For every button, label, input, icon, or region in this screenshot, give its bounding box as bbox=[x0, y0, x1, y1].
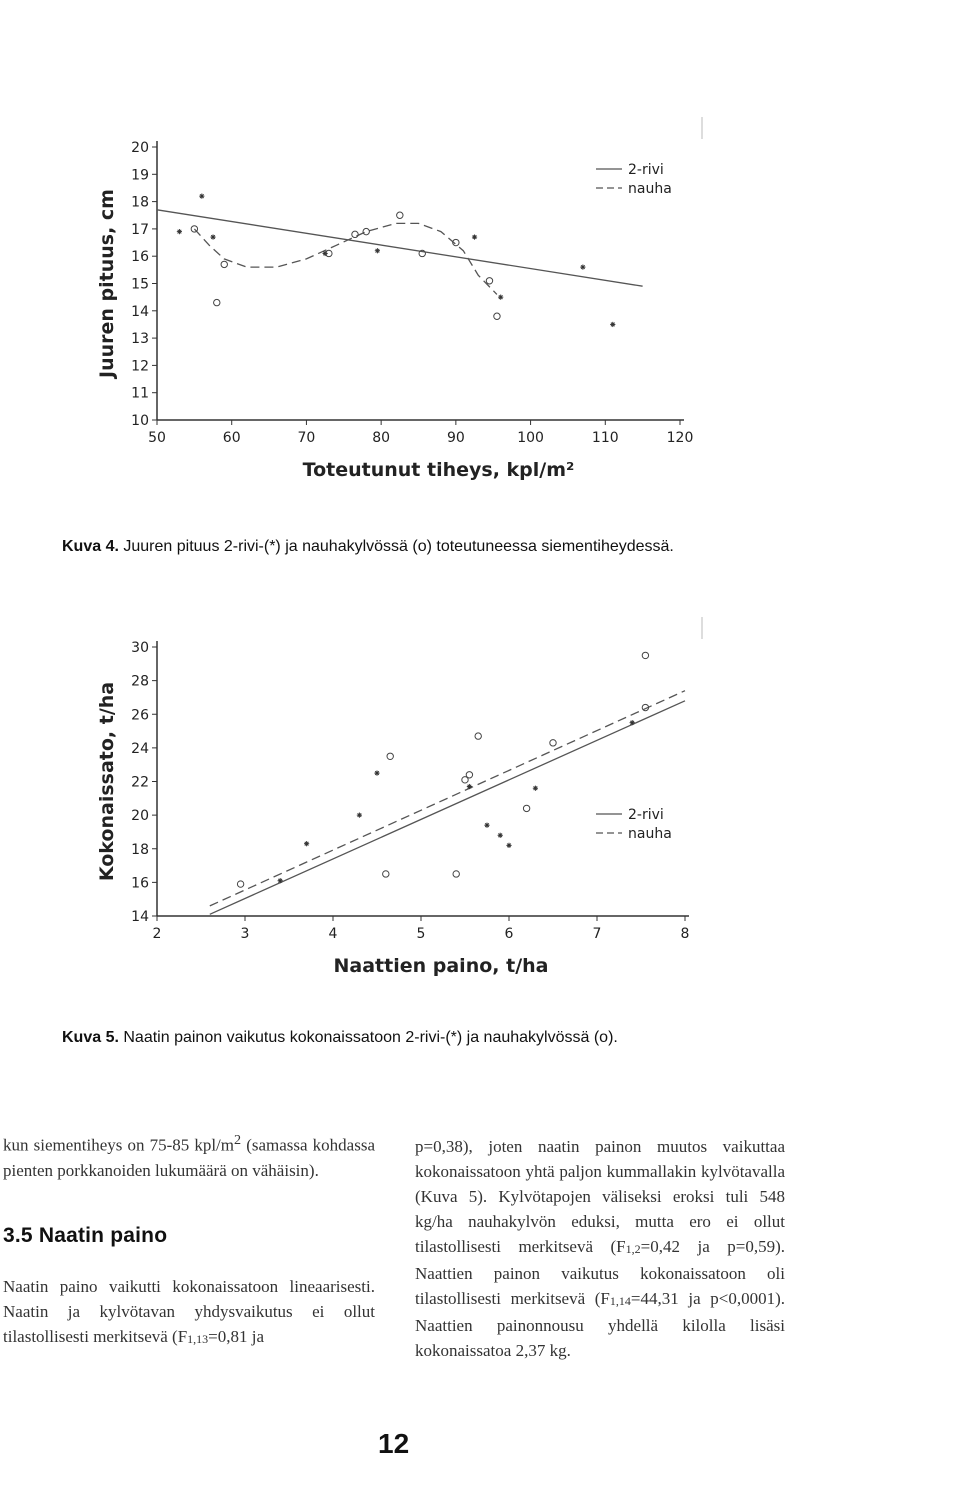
y-tick-label: 22 bbox=[131, 774, 149, 791]
x-tick-label: 2 bbox=[152, 926, 162, 942]
data-point-2-rivi bbox=[467, 784, 472, 789]
figure-4-caption-text: Juuren pituus 2-rivi-(*) ja nauhakylvössä (o) toteutuneessa siementiheydessä. bbox=[123, 538, 674, 555]
chart-legend bbox=[596, 162, 672, 197]
text-column-left bbox=[3, 1128, 375, 1351]
y-tick-label: 15 bbox=[131, 276, 149, 293]
text-span: Naatin paino vaikutti kokonaissatoon lineaarisesti. Naatin ja kylvötavan yhdysvaikutus ei ollut tilastollisesti merkitsevä (F bbox=[3, 1276, 375, 1346]
text-column-right bbox=[415, 1134, 785, 1363]
text-span: kun siementiheys on 75-85 kpl/m bbox=[3, 1135, 235, 1155]
y-tick-label: 20 bbox=[131, 808, 149, 825]
y-tick-label: 19 bbox=[131, 167, 149, 184]
data-point-2-rivi bbox=[278, 878, 283, 883]
y-tick-label: 10 bbox=[131, 413, 149, 429]
x-tick-label: 60 bbox=[222, 430, 241, 446]
paragraph-top-weight bbox=[3, 1274, 375, 1351]
y-tick-label: 28 bbox=[131, 673, 149, 690]
data-point-nauha bbox=[363, 228, 369, 234]
data-point-nauha bbox=[191, 226, 197, 232]
text-span: =44,31 ja p<0,0001). Naattien painonnousu yhdellä kilolla lisäsi kokonaissatoa 2,37 kg. bbox=[415, 1289, 785, 1360]
y-tick-label: 16 bbox=[131, 875, 149, 892]
x-tick-label: 70 bbox=[297, 430, 316, 446]
data-point-2-rivi bbox=[498, 295, 503, 300]
legend-label-nauha: nauha bbox=[628, 181, 672, 197]
data-point-2-rivi bbox=[506, 843, 511, 848]
paragraph-density bbox=[3, 1128, 375, 1183]
section-heading: 3.5 Naatin paino bbox=[3, 1223, 168, 1247]
y-axis-label: Juuren pituus, cm bbox=[96, 189, 118, 378]
y-axis-label: Kokonaissato, t/ha bbox=[96, 681, 118, 882]
superscript: 2 bbox=[234, 1132, 242, 1148]
text-span: p=0,38), joten naatin painon muutos vaikuttaa kokonaissatoon yhtä paljon kummallakin kylvötavalla (Kuva 5). Kylvötapojen väliseksi eroksi tuli 548 kg/ha nauhakylvön eduksi, mutta ero ei ollut tilastollisesti merkitsevä (F bbox=[415, 1137, 785, 1256]
page-number: 12 bbox=[378, 1428, 410, 1459]
x-tick-label: 5 bbox=[416, 926, 426, 942]
y-tick-label: 14 bbox=[131, 303, 149, 320]
x-tick-label: 100 bbox=[517, 430, 544, 446]
y-tick-label: 14 bbox=[131, 909, 149, 925]
subscript: 1,13 bbox=[187, 1331, 209, 1346]
chart-root-length-vs-density bbox=[0, 0, 960, 520]
y-tick-label: 18 bbox=[131, 194, 149, 211]
data-point-2-rivi bbox=[580, 265, 585, 270]
text-span: =0,42 ja p=0,59). Naattien painon vaikutus kokonaissatoon oli tilastollisesti merkitsevä (F bbox=[415, 1237, 785, 1308]
data-point-2-rivi bbox=[357, 813, 362, 818]
y-tick-label: 20 bbox=[131, 140, 149, 156]
data-point-nauha bbox=[352, 231, 358, 237]
chart-legend bbox=[596, 807, 672, 842]
legend-label-nauha: nauha bbox=[628, 826, 672, 842]
data-point-nauha bbox=[642, 652, 648, 658]
data-point-nauha bbox=[387, 753, 393, 759]
data-point-2-rivi bbox=[630, 720, 635, 725]
data-point-nauha bbox=[486, 278, 492, 284]
x-tick-label: 7 bbox=[592, 926, 602, 942]
y-tick-label: 24 bbox=[131, 740, 149, 757]
subscript: 1,2 bbox=[625, 1242, 641, 1256]
data-point-2-rivi bbox=[199, 194, 204, 199]
y-tick-label: 26 bbox=[131, 707, 149, 724]
data-point-nauha bbox=[221, 261, 227, 267]
data-point-nauha bbox=[475, 733, 481, 739]
figure-4-caption-label: Kuva 4. bbox=[62, 538, 119, 555]
y-tick-label: 30 bbox=[131, 640, 149, 656]
subscript: 1,14 bbox=[609, 1294, 631, 1308]
data-point-2-rivi bbox=[484, 823, 489, 828]
y-tick-label: 18 bbox=[131, 841, 149, 858]
x-tick-label: 90 bbox=[446, 430, 465, 446]
data-point-nauha bbox=[237, 881, 243, 887]
y-tick-label: 17 bbox=[131, 221, 149, 238]
figure-4-caption bbox=[62, 538, 674, 556]
data-point-nauha bbox=[214, 299, 220, 305]
data-point-2-rivi bbox=[177, 229, 182, 234]
y-tick-label: 12 bbox=[131, 358, 149, 375]
x-tick-label: 110 bbox=[591, 430, 619, 446]
text-span: =0,81 ja bbox=[208, 1326, 265, 1346]
legend-label-2-rivi: 2-rivi bbox=[628, 162, 664, 178]
data-point-nauha bbox=[494, 313, 500, 319]
x-tick-label: 80 bbox=[372, 430, 391, 446]
data-point-nauha bbox=[466, 772, 472, 778]
figure-5-caption-label: Kuva 5. bbox=[62, 1029, 119, 1046]
data-point-nauha bbox=[397, 212, 403, 218]
x-tick-label: 3 bbox=[240, 926, 250, 942]
x-axis-label: Naattien paino, t/ha bbox=[333, 955, 549, 977]
data-point-2-rivi bbox=[374, 770, 379, 775]
data-point-nauha bbox=[550, 740, 556, 746]
data-point-2-rivi bbox=[323, 251, 328, 256]
x-tick-label: 8 bbox=[680, 926, 690, 942]
data-point-nauha bbox=[523, 805, 529, 811]
data-point-2-rivi bbox=[610, 322, 615, 327]
figure-5-caption-text: Naatin painon vaikutus kokonaissatoon 2-rivi-(*) ja nauhakylvössä (o). bbox=[123, 1029, 618, 1046]
series-nauha-fit-line bbox=[194, 223, 497, 294]
series-nauha-fit-line bbox=[210, 691, 685, 906]
y-tick-label: 11 bbox=[131, 385, 149, 402]
y-tick-label: 16 bbox=[131, 249, 149, 266]
y-tick-label: 13 bbox=[131, 331, 149, 348]
data-point-nauha bbox=[383, 871, 389, 877]
data-point-2-rivi bbox=[533, 786, 538, 791]
chart-total-yield-vs-top-weight bbox=[0, 600, 960, 1020]
x-tick-label: 4 bbox=[328, 926, 338, 942]
data-point-2-rivi bbox=[210, 234, 215, 239]
paragraph-continued bbox=[415, 1134, 785, 1363]
x-tick-label: 6 bbox=[504, 926, 514, 942]
data-point-2-rivi bbox=[375, 248, 380, 253]
data-point-2-rivi bbox=[498, 833, 503, 838]
legend-label-2-rivi: 2-rivi bbox=[628, 807, 664, 823]
series-2-rivi-fit-line bbox=[157, 210, 643, 286]
data-point-2-rivi bbox=[304, 841, 309, 846]
x-tick-label: 50 bbox=[148, 430, 166, 446]
figure-5-caption bbox=[62, 1029, 618, 1047]
x-axis-label: Toteutunut tiheys, kpl/m² bbox=[302, 459, 575, 481]
text-span: (samassa kohdassa pienten porkkanoiden lukumäärä on vähäisin). bbox=[3, 1135, 375, 1180]
data-point-nauha bbox=[453, 871, 459, 877]
data-point-2-rivi bbox=[472, 234, 477, 239]
x-tick-label: 120 bbox=[666, 430, 694, 446]
